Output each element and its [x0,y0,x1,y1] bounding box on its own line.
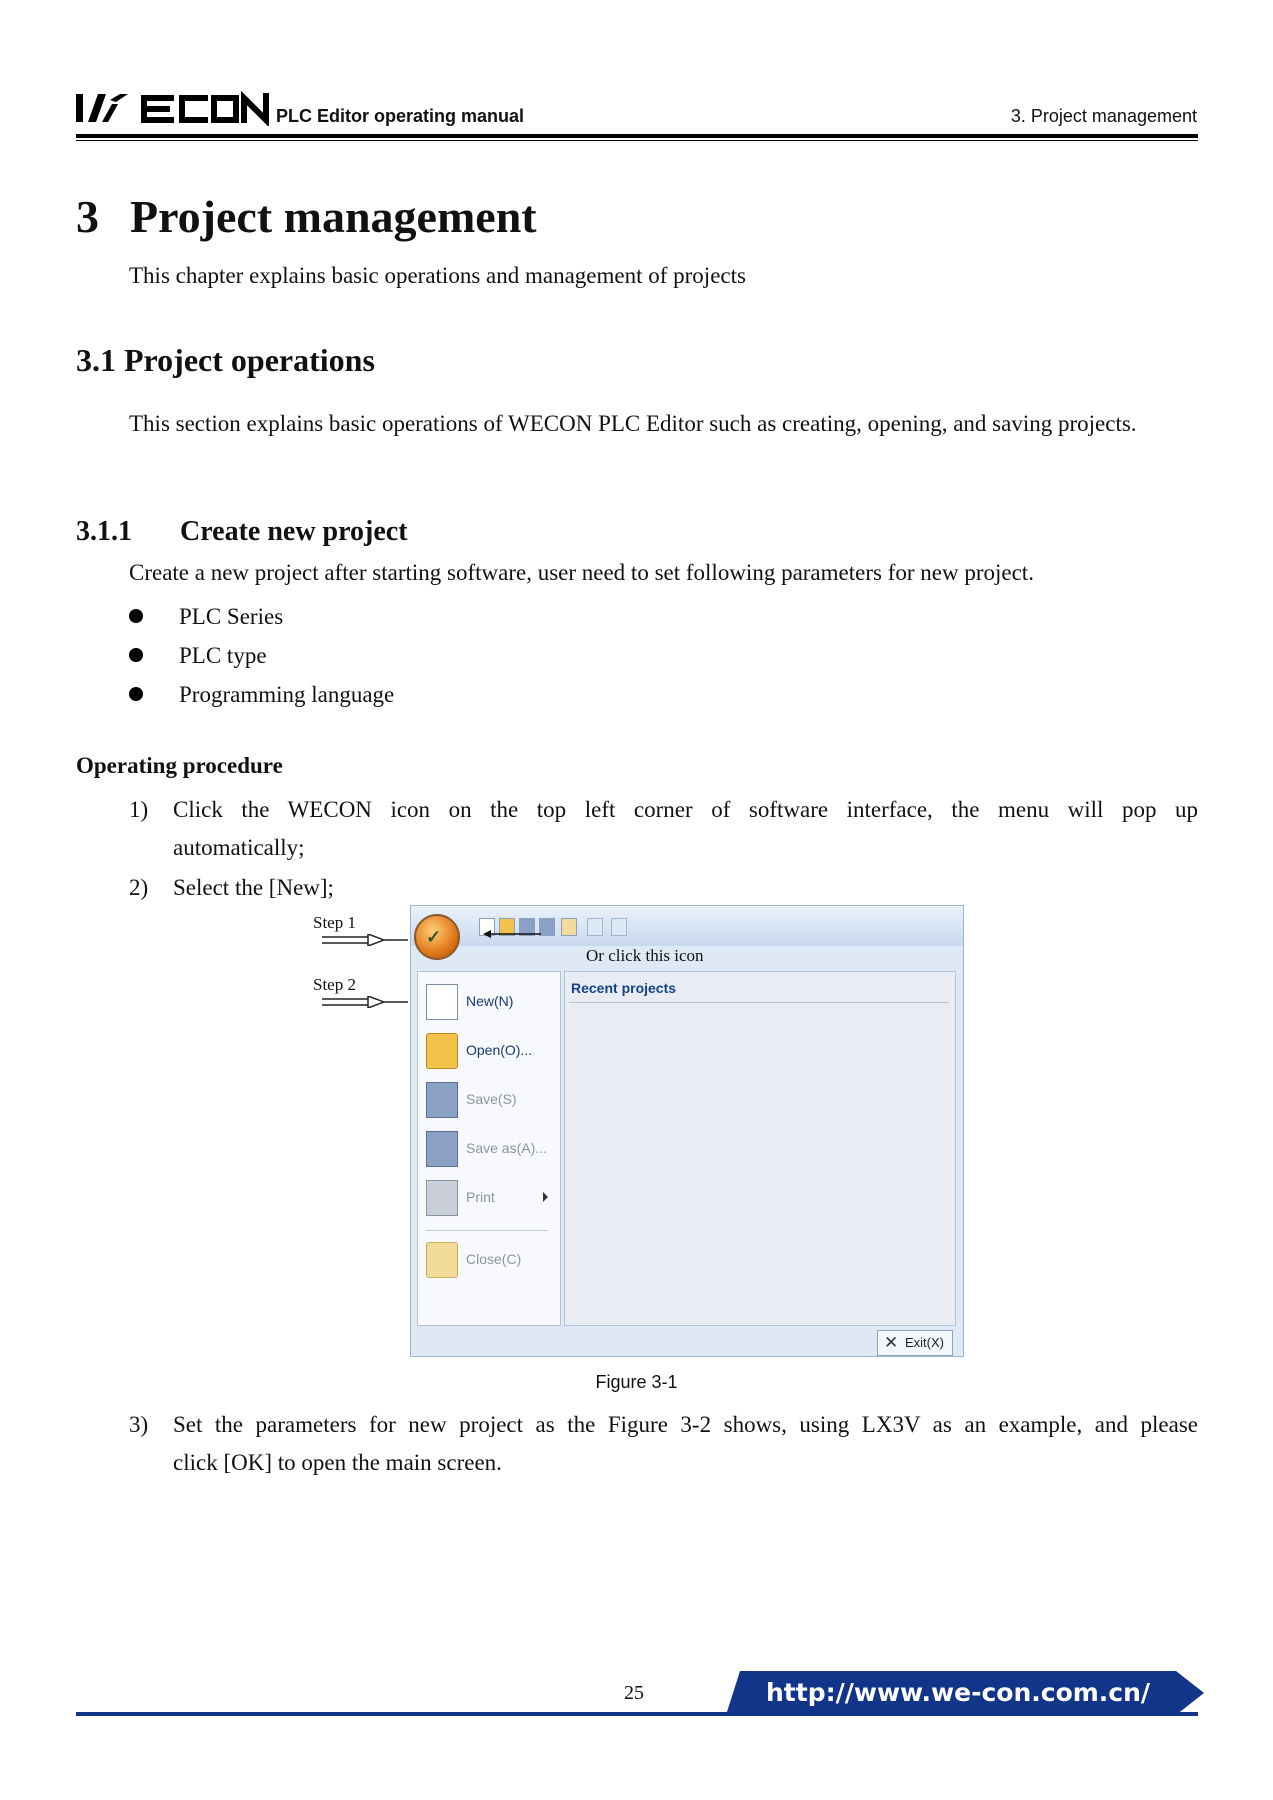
chapter-heading [76,190,537,243]
quick-access-toolbar [411,906,963,946]
step-number: 3) [129,1412,149,1437]
procedure-step-1 [129,791,1198,867]
header-rule-thin [76,140,1198,141]
list-item: Programming language [129,675,394,714]
page-number: 25 [624,1682,644,1704]
section-text: This section explains basic operations of WECON PLC Editor such as creating, opening, and saving projects. [129,411,1137,436]
wecon-logo-text [144,93,266,123]
close-folder-icon [426,1242,458,1278]
wecon-orb-icon: ✓ [426,927,442,947]
footer-url-link[interactable]: http://www.we-con.com.cn/ [766,1678,1151,1707]
subsection-text: Create a new project after starting software, user need to set following parameters for new project. [129,560,1034,585]
section-heading: 3.1 Project operations [76,342,375,378]
procedure-step-2 [129,869,1198,907]
header-title: PLC Editor operating manual [276,106,525,126]
menu-item-save-as[interactable] [426,1127,556,1173]
step2-label: Step 2 [313,975,356,994]
chapter-number: 3 [76,191,99,242]
step-text-cont: click [OK] to open the main screen. [173,1450,502,1475]
printer-icon [426,1180,458,1216]
recent-projects-label: Recent projects [571,980,677,996]
exit-label: Exit(X) [905,1335,944,1350]
subsection-title: Create new project [180,516,408,547]
menu-item-label: Print [466,1189,495,1205]
callout-text: Or click this icon [586,946,704,965]
recent-rule [569,1002,949,1003]
menu-separator [426,1230,548,1231]
submenu-arrow-icon [543,1192,548,1202]
menu-item-label: Save(S) [466,1091,517,1107]
callout-arrow [483,930,543,938]
new-icon [426,984,458,1020]
save-as-icon [426,1131,458,1167]
recent-projects-panel [564,971,956,1326]
menu-item-label: Save as(A)... [466,1140,547,1156]
menu-item-label: Close(C) [466,1251,522,1267]
menu-item-save[interactable] [426,1078,556,1124]
header-section: 3. Project management [1010,106,1197,126]
wecon-logo [76,90,272,126]
parameter-list [129,597,394,714]
menu-item-label: New(N) [466,993,514,1009]
step1-label: Step 1 [313,913,356,932]
close-icon: ✕ [884,1333,899,1352]
undo-icon[interactable] [587,918,603,936]
menu-item-close[interactable] [426,1238,556,1284]
exit-button[interactable] [877,1330,953,1356]
menu-item-open[interactable] [426,1029,556,1075]
list-item: PLC Series [129,597,394,636]
chapter-title: Project management [130,191,537,242]
step2-arrow [322,996,410,1008]
step-text: Select the [New]; [173,875,334,900]
menu-item-print[interactable] [426,1176,556,1222]
folder-icon[interactable] [561,918,577,936]
chapter-intro: This chapter explains basic operations and management of projects [129,263,746,288]
step1-arrow [322,934,410,946]
menu-item-label: Open(O)... [466,1042,533,1058]
file-menu [417,971,561,1326]
step-text: Set the parameters for new project as the Figure 3-2 shows, using LX3V as an example, and please [173,1412,1198,1437]
list-item: PLC type [129,636,394,675]
header-rule [76,134,1198,138]
wecon-orb-button[interactable] [414,914,460,960]
menu-item-new[interactable] [426,980,556,1026]
subsection-number: 3.1.1 [76,516,132,547]
procedure-heading: Operating procedure [76,753,283,778]
figure-app-menu [410,905,964,1357]
step-number: 2) [129,875,149,900]
subsection-heading [76,516,408,548]
procedure-step-3 [129,1406,1198,1482]
redo-icon[interactable] [611,918,627,936]
step-number: 1) [129,797,149,822]
step-text-cont: automatically; [173,835,305,860]
open-folder-icon [426,1033,458,1069]
step-text: Click the WECON icon on the top left corner of software interface, the menu will pop up [173,797,1198,822]
save-icon [426,1082,458,1118]
figure-caption: Figure 3-1 [595,1372,678,1392]
